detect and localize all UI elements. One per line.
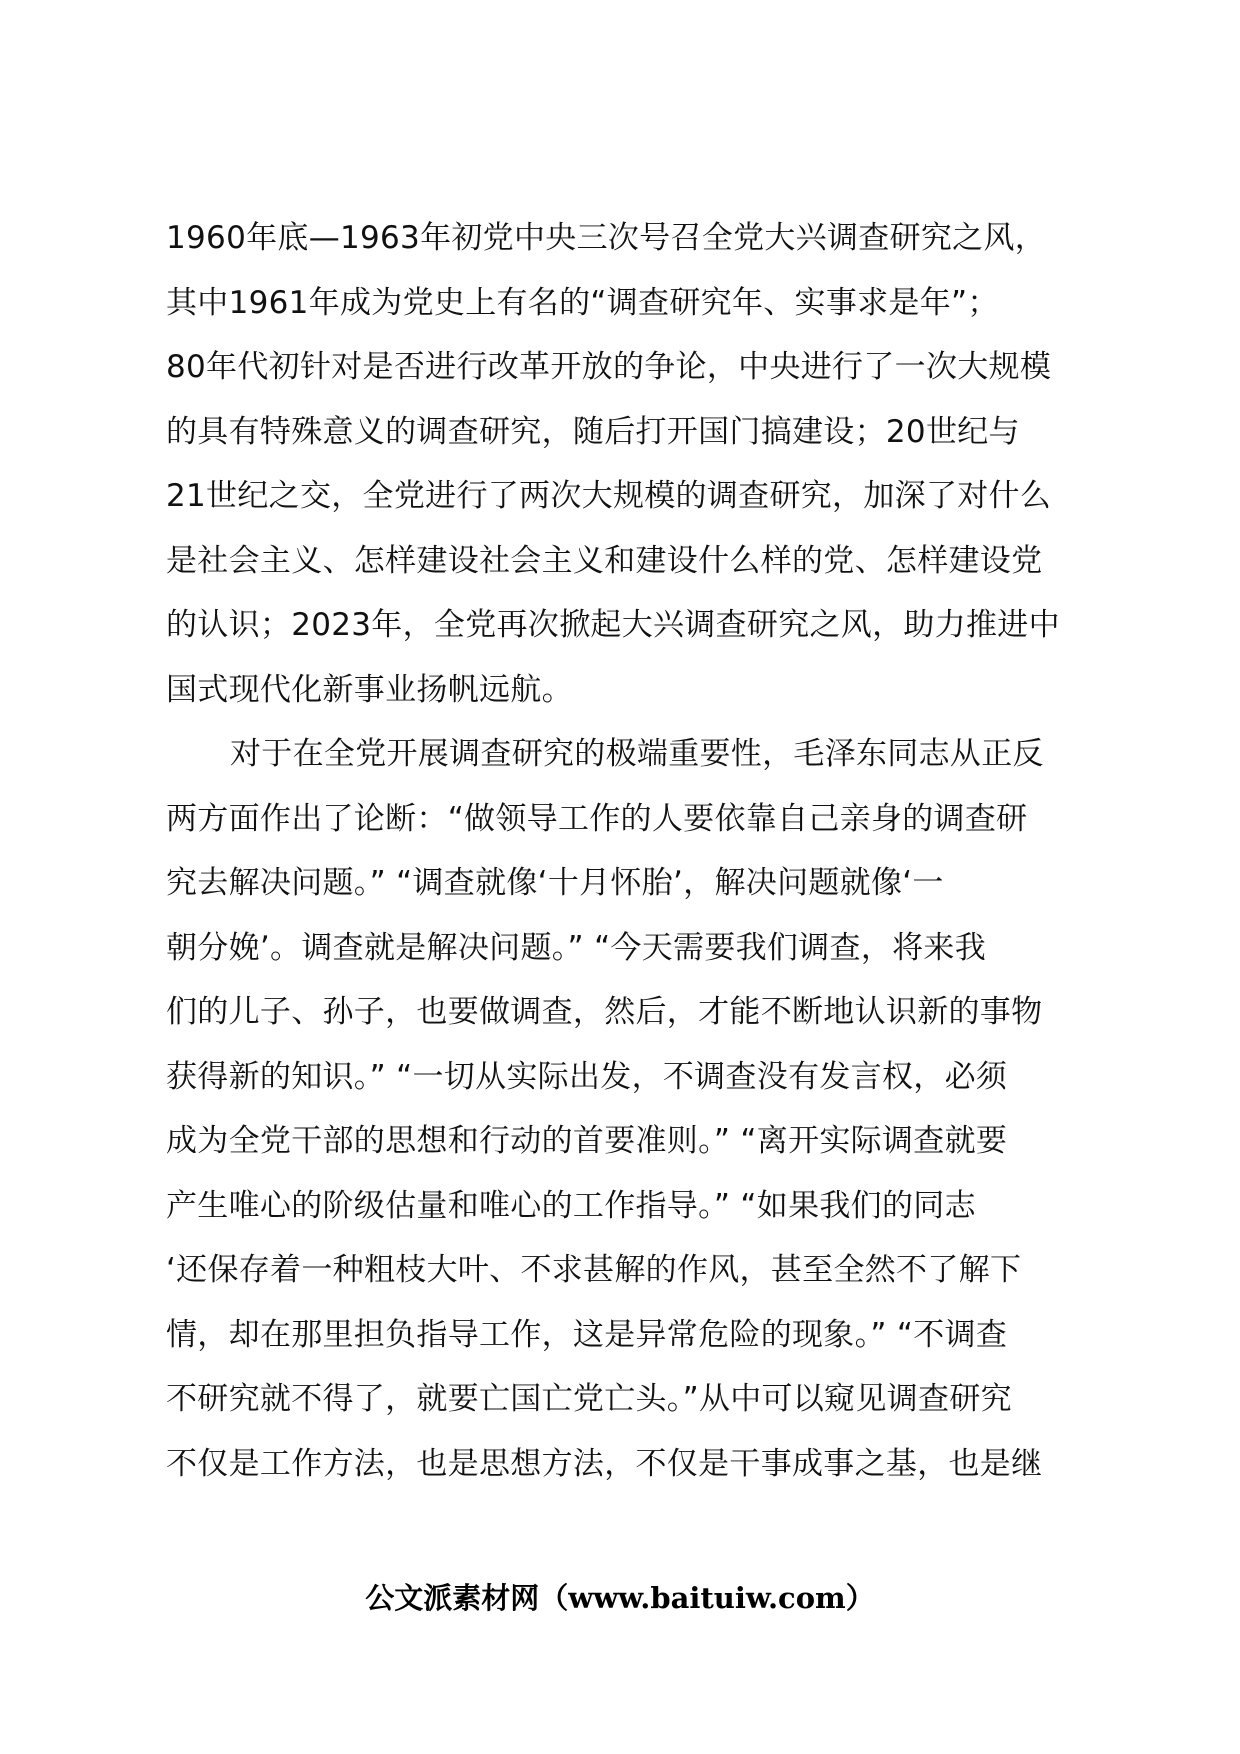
text-line: 80年代初针对是否进行改革开放的争论，中央进行了一次大规模 (166, 349, 1052, 385)
paragraph-start-line: 对于在全党开展调查研究的极端重要性，毛泽东同志从正反 (230, 736, 1044, 772)
text-line: 不研究就不得了，就要亡国亡党亡头。”从中可以窥见调查研究 (166, 1381, 1012, 1417)
body-text (166, 206, 1126, 1496)
text-line: 成为全党干部的思想和行动的首要准则。” “离开实际调查就要 (166, 1123, 1008, 1159)
text-line: 1960年底—1963年初党中央三次号召全党大兴调查研究之风， (166, 220, 1047, 256)
text-line: 两方面作出了论断：“做领导工作的人要依靠自己亲身的调查研 (166, 800, 1028, 837)
text-line: 究去解决问题。” “调查就像‘十月怀胎’，解决问题就像‘一 (166, 865, 944, 901)
text-line: 其中1961年成为党史上有名的“调查研究年、实事求是年”； (166, 284, 999, 321)
text-line: 是社会主义、怎样建设社会主义和建设什么样的党、怎样建设党 (166, 542, 1043, 579)
text-line: 们的儿子、孙子，也要做调查，然后，才能不断地认识新的事物 (166, 994, 1043, 1030)
text-line: 朝分娩’。调查就是解决问题。” “今天需要我们调查，将来我 (166, 929, 987, 966)
text-line: 国式现代化新事业扬帆远航。 (166, 671, 573, 708)
text-line: 的具有特殊意义的调查研究，随后打开国门搞建设；20世纪与 (166, 413, 1020, 450)
text-line: 情，却在那里担负指导工作，这是异常危险的现象。” “不调查 (166, 1316, 1008, 1353)
footer-watermark: 公文派素材网（www.baituiw.com） (365, 1581, 875, 1615)
text-line: 产生唯心的阶级估量和唯心的工作指导。” “如果我们的同志 (166, 1187, 976, 1224)
text-line: 不仅是工作方法，也是思想方法，不仅是干事成事之基，也是继 (166, 1445, 1043, 1482)
text-line: ‘还保存着一种粗枝大叶、不求甚解的作风，甚至全然不了解下 (166, 1252, 1022, 1288)
text-line: 获得新的知识。” “一切从实际出发，不调查没有发言权，必须 (166, 1058, 1008, 1095)
text-line: 的认识；2023年，全党再次掀起大兴调查研究之风，助力推进中 (166, 607, 1060, 643)
text-line: 21世纪之交，全党进行了两次大规模的调查研究，加深了对什么 (166, 478, 1052, 514)
